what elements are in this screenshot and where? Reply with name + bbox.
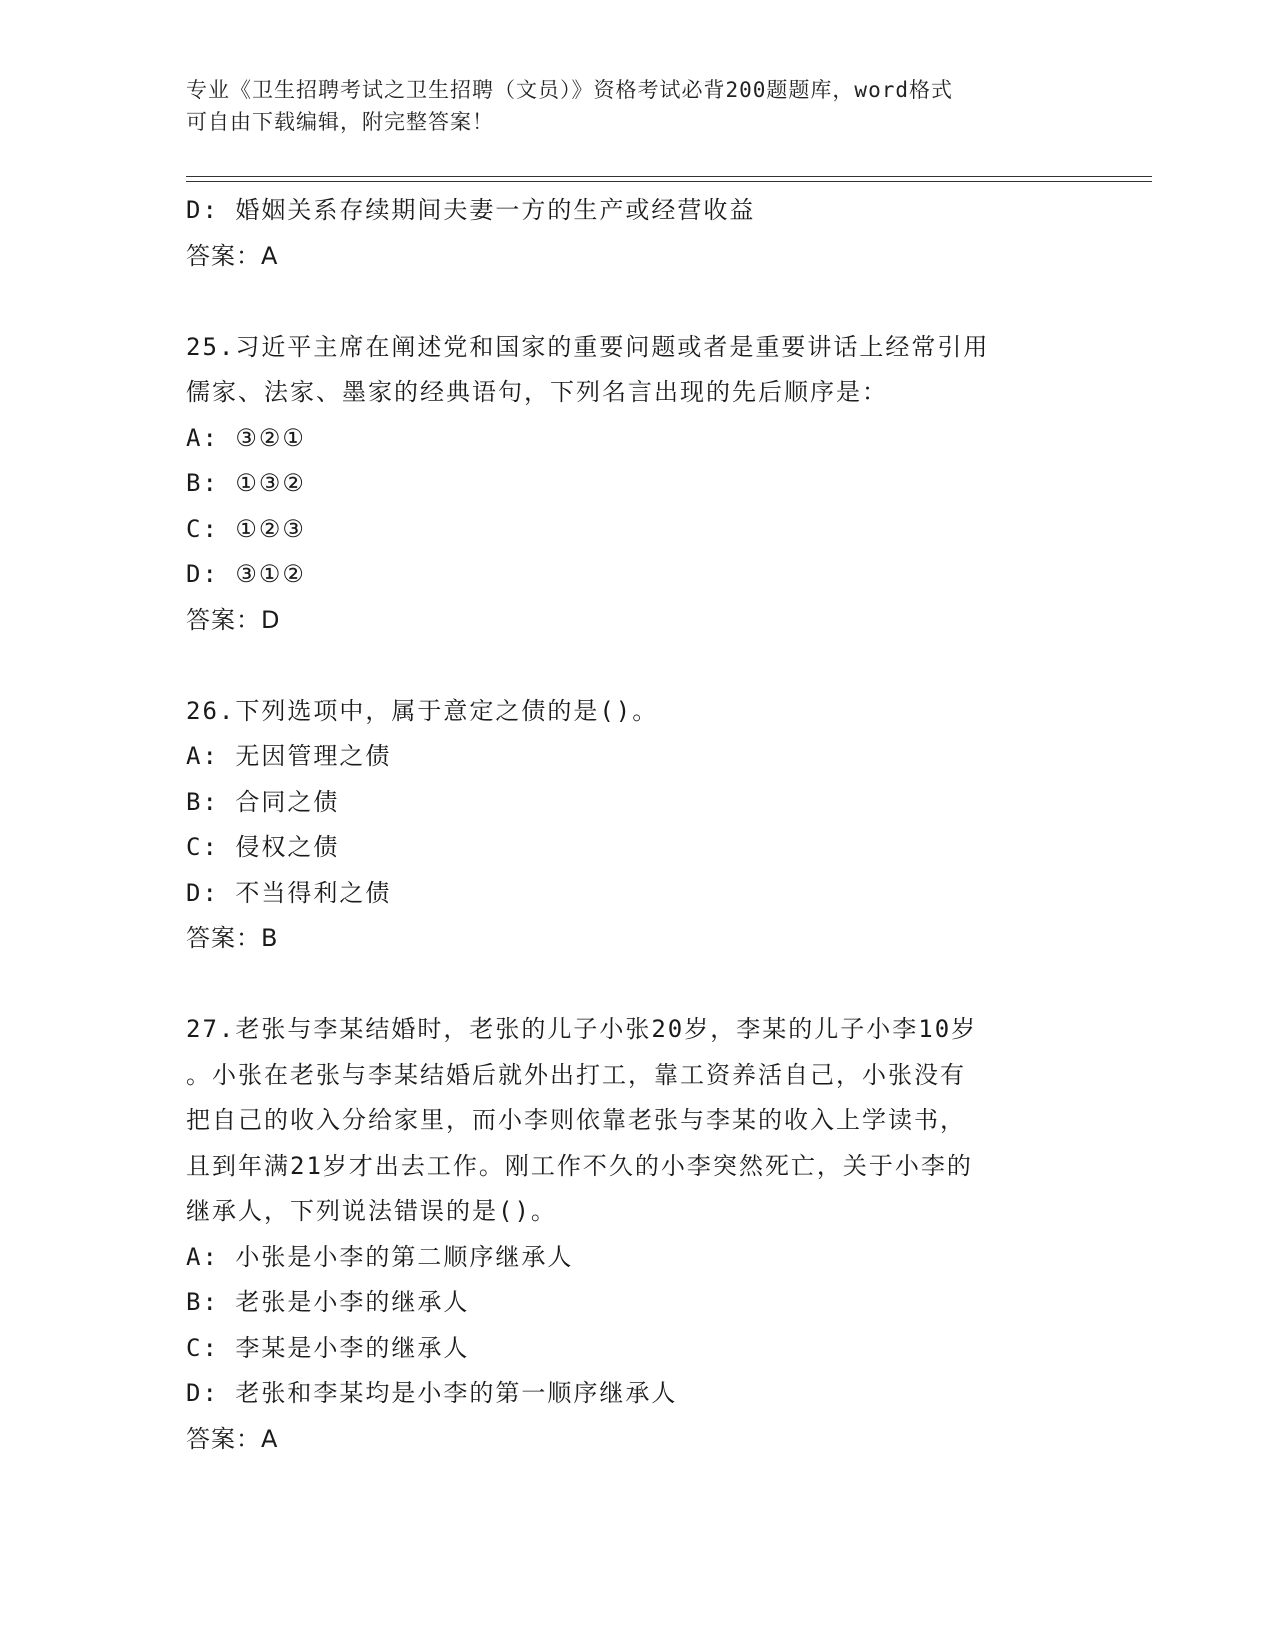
option-d: D: 婚姻关系存续期间夫妻一方的生产或经营收益 (186, 196, 756, 224)
option-b: B: 合同之债 (186, 787, 340, 816)
option-d: D: 老张和李某均是小李的第一顺序继承人 (186, 1379, 678, 1407)
header-line-2: 可自由下载编辑，附完整答案！ (186, 110, 494, 134)
answer-line: 答案：B (186, 924, 279, 952)
option-a: A: 小张是小李的第二顺序继承人 (186, 1242, 574, 1271)
option-d: D: 不当得利之债 (186, 878, 392, 907)
option-d: D: ③①② (186, 560, 306, 588)
option-a: A: ③②① (186, 423, 306, 452)
prev-question-tail (186, 188, 1086, 279)
question-26 (186, 689, 1086, 962)
question-stem-line: 儒家、法家、墨家的经典语句，下列名言出现的先后顺序是： (186, 378, 888, 406)
question-stem-line: 26.下列选项中，属于意定之债的是()。 (186, 696, 659, 725)
question-stem-line: 25.习近平主席在阐述党和国家的重要问题或者是重要讲话上经常引用 (186, 332, 990, 361)
question-stem-line: 且到年满21岁才出去工作。刚工作不久的小李突然死亡，关于小李的 (186, 1151, 973, 1180)
question-25 (186, 325, 1086, 644)
page-header (186, 74, 1086, 138)
option-a: A: 无因管理之债 (186, 742, 392, 770)
question-stem-line: 把自己的收入分给家里，而小李则依靠老张与李某的收入上学读书， (186, 1106, 966, 1134)
answer-line: 答案：A (186, 241, 279, 270)
spacer (186, 279, 1086, 325)
answer-line: 答案：A (186, 1424, 279, 1453)
option-b: B: 老张是小李的继承人 (186, 1288, 470, 1316)
option-c: C: 李某是小李的继承人 (186, 1333, 470, 1362)
option-b: B: ①③② (186, 469, 306, 497)
option-c: C: 侵权之债 (186, 833, 340, 861)
spacer (186, 643, 1086, 689)
header-line-1: 专业《卫生招聘考试之卫生招聘（文员）》资格考试必背200题题库，word格式 (186, 78, 953, 102)
option-c: C: ①②③ (186, 514, 306, 543)
spacer (186, 962, 1086, 1008)
question-stem-line: 27.老张与李某结婚时，老张的儿子小张20岁，李某的儿子小李10岁 (186, 1015, 978, 1043)
question-stem-line: 继承人，下列说法错误的是()。 (186, 1197, 557, 1225)
question-27 (186, 1007, 1086, 1462)
header-rule-bottom (186, 181, 1152, 182)
answer-line: 答案：D (186, 605, 281, 634)
question-stem-line: 。小张在老张与李某结婚后就外出打工，靠工资养活自己，小张没有 (186, 1060, 966, 1089)
question-content (186, 188, 1086, 1462)
header-rule-top (186, 176, 1152, 177)
